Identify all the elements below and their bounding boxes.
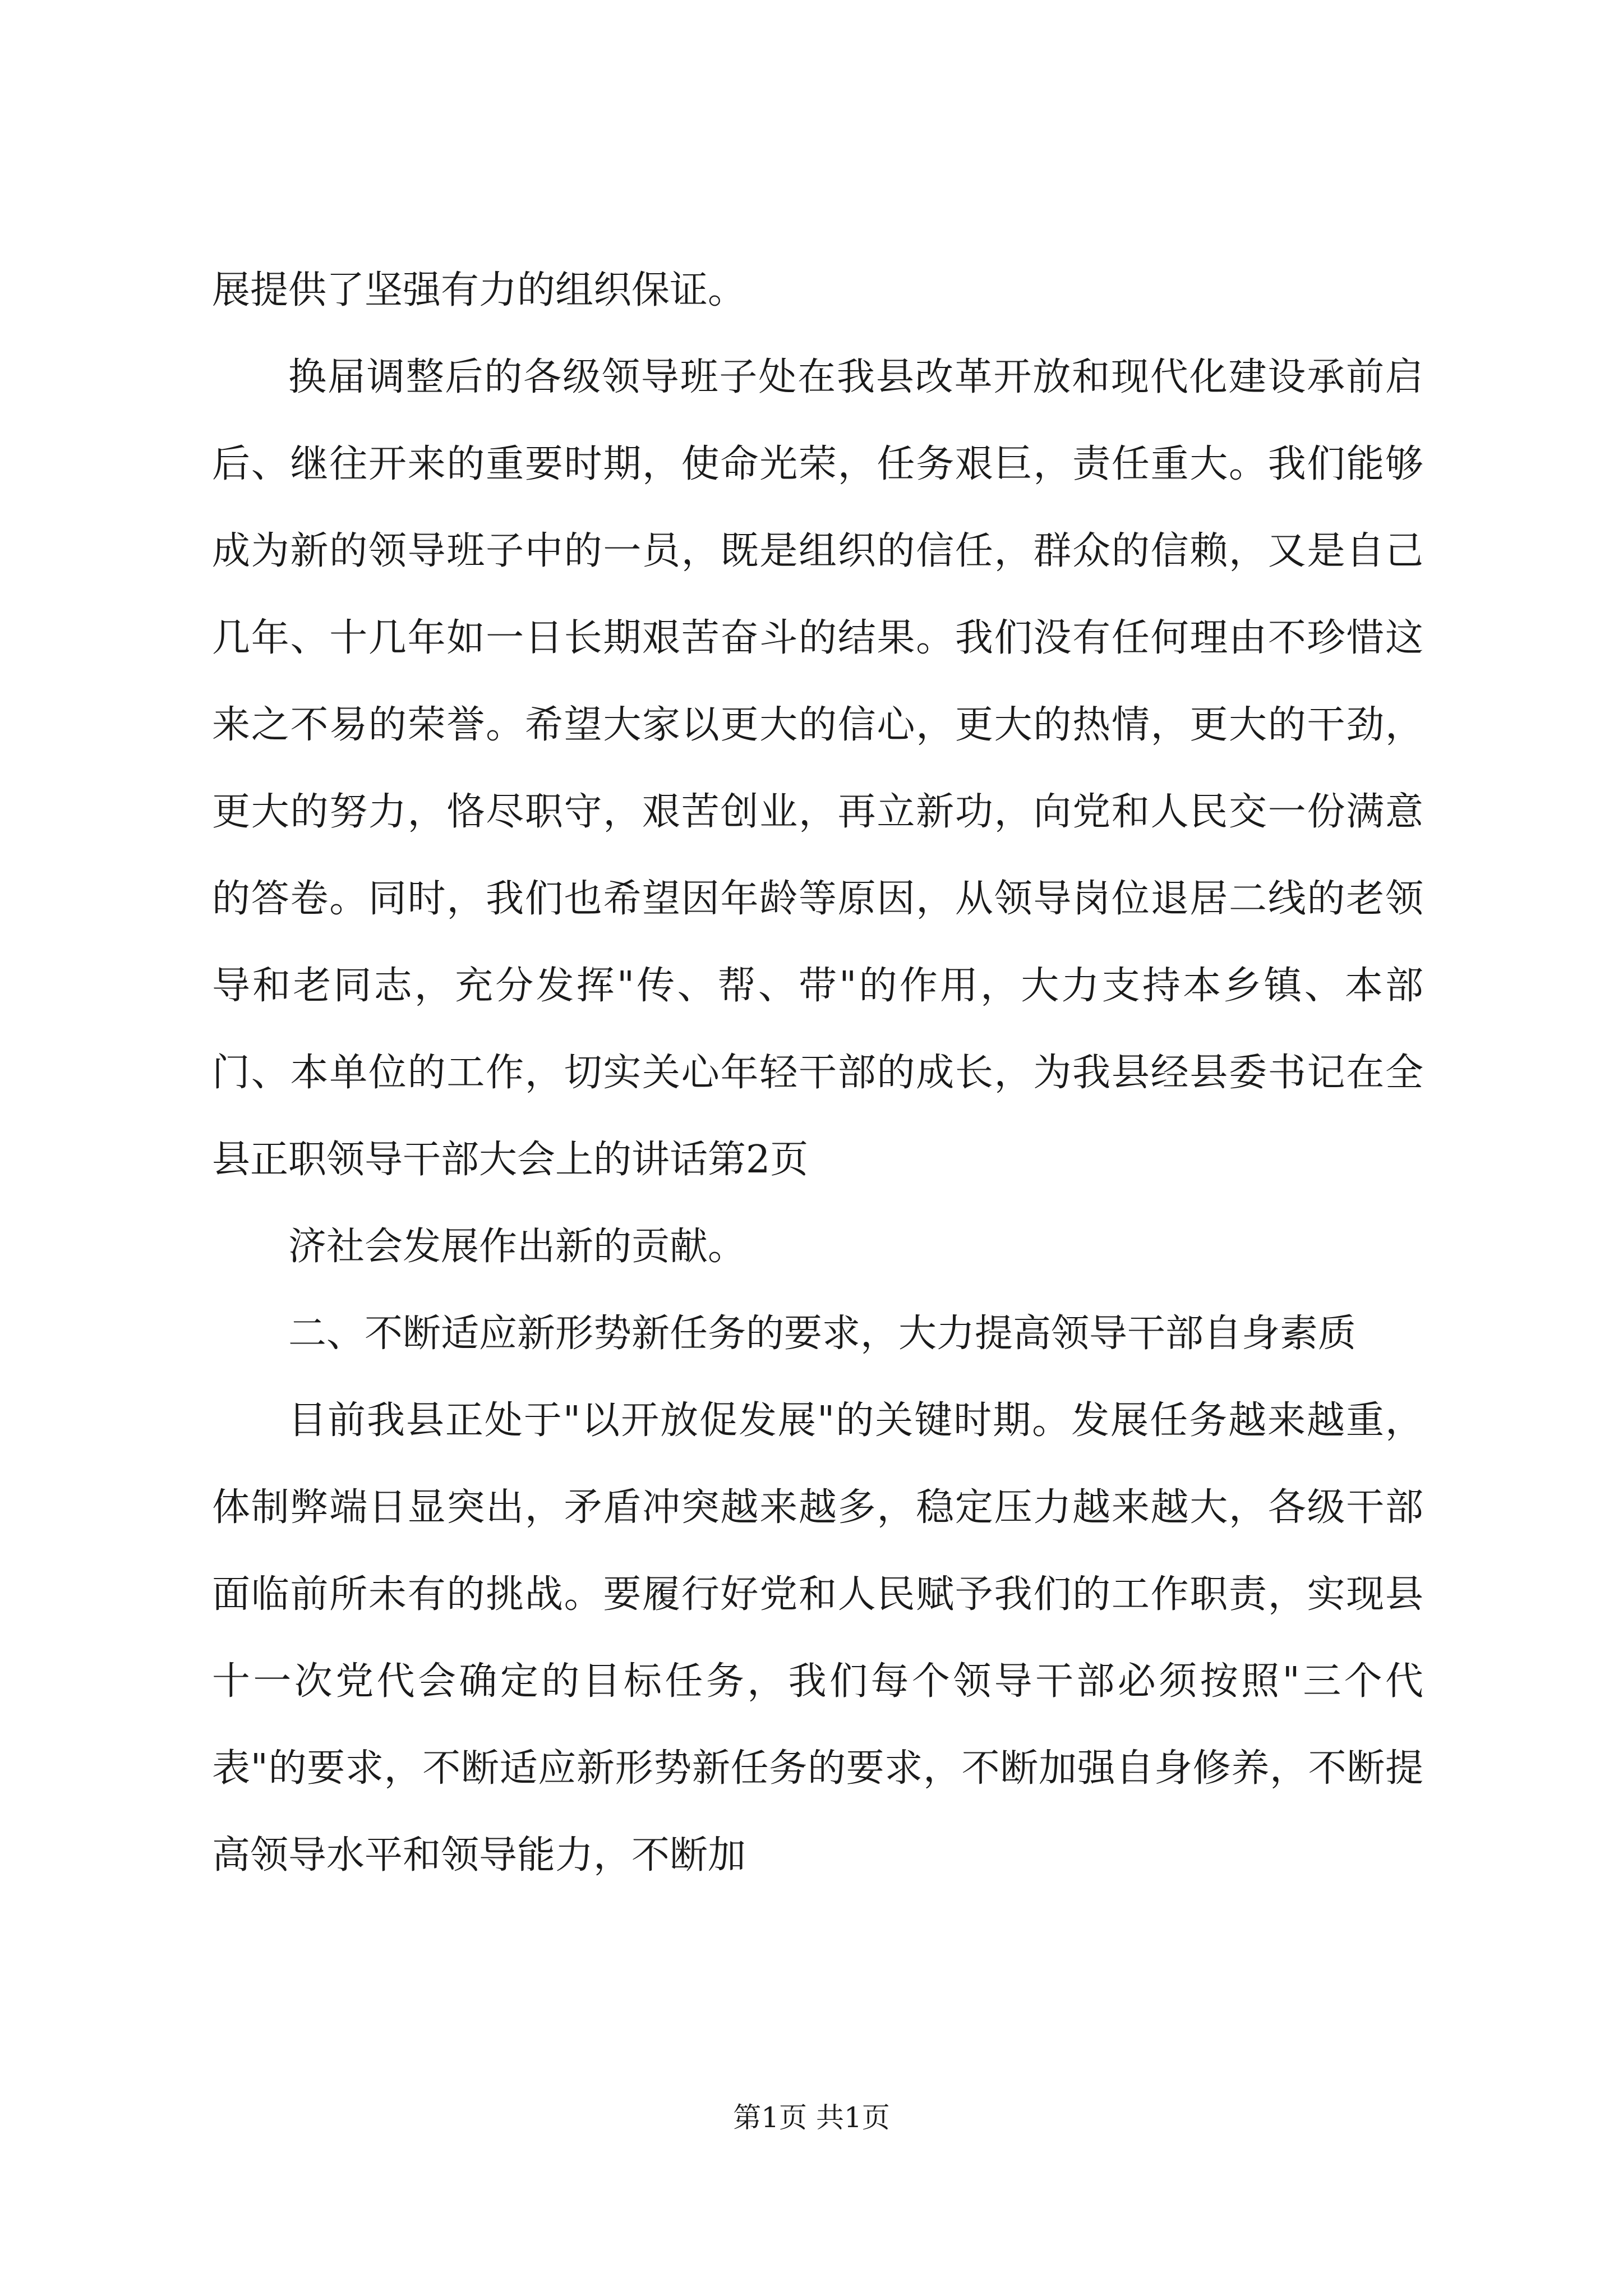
- paragraph-2: 换届调整后的各级领导班子处在我县改革开放和现代化建设承前启后、继往开来的重要时期，使命光荣，任务艰巨，责任重大。我们能够成为新的领导班子中的一员，既是组织的信任，群众的信赖，又是自己几年、十几年如一日长期艰苦奋斗的结果。我们没有任何理由不珍惜这来之不易的荣誉。希望大家以更大的信心，更大的热情，更大的干劲，更大的努力，恪尽职守，艰苦创业，再立新功，向党和人民交一份满意的答卷。同时，我们也希望因年龄等原因，从领导岗位退居二线的老领导和老同志，充分发挥"传、帮、带"的作用，大力支持本乡镇、本部门、本单位的工作，切实关心年轻干部的成长，为我县经县委书记在全县正职领导干部大会上的讲话第2页: [212, 355, 1423, 1182]
- paragraph-4: 目前我县正处于"以开放促发展"的关键时期。发展任务越来越重，体制弊端日显突出，矛盾冲突越来越多，稳定压力越来越大，各级干部面临前所未有的挑战。要履行好党和人民赋予我们的工作职责，实现县十一次党代会确定的目标任务，我们每个领导干部必须按照"三个代表"的要求，不断适应新形势新任务的要求，不断加强自身修养，不断提高领导水平和领导能力，不断加: [212, 1398, 1423, 1878]
- paragraph-3: 济社会发展作出新的贡献。: [288, 1225, 746, 1269]
- paragraph-1: 展提供了坚强有力的组织保证。: [212, 268, 746, 312]
- body-text: [212, 247, 1423, 1899]
- page-footer: 第1页 共1页: [733, 2101, 890, 2134]
- section-heading: 二、不断适应新形势新任务的要求，大力提高领导干部自身素质: [288, 1312, 1357, 1356]
